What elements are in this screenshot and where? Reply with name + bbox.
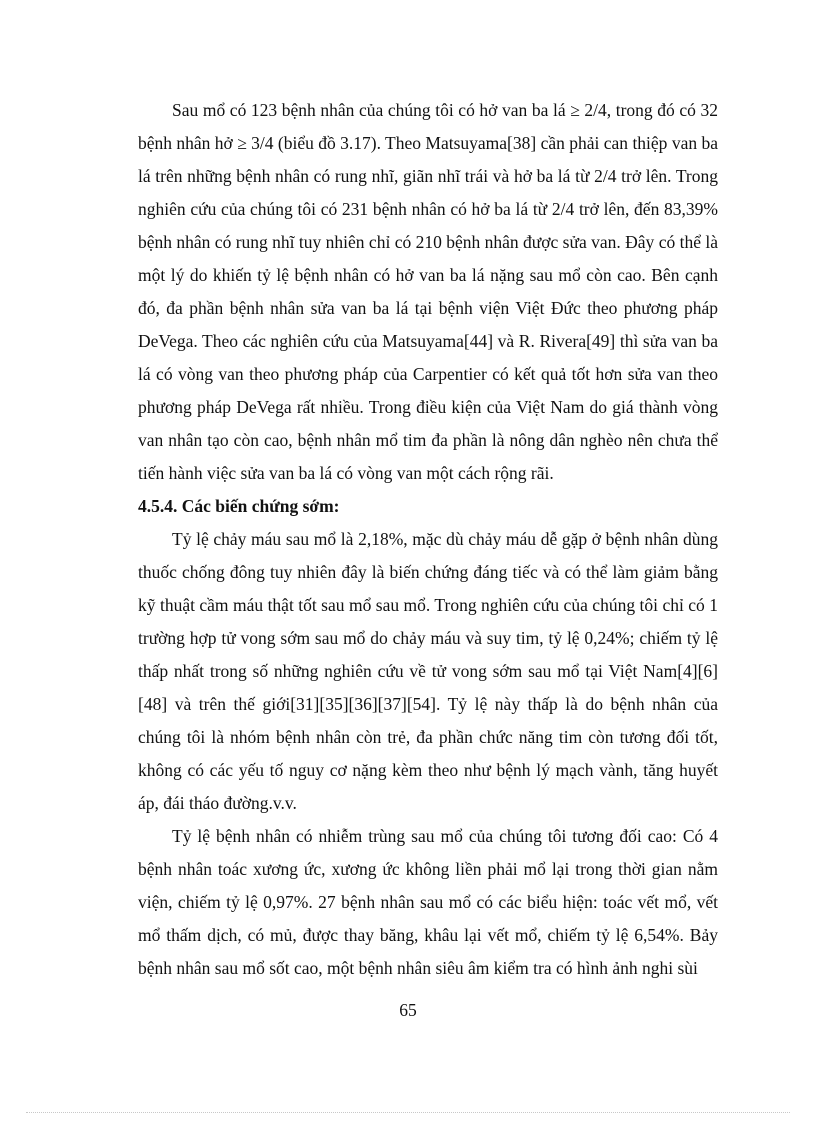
paragraph-tricuspid-repair: Sau mổ có 123 bệnh nhân của chúng tôi có hở van ba lá ≥ 2/4, trong đó có 32 bệnh nhân hở ≥ 3/4 (biểu đồ 3.17). Theo Matsuyama[38] cần phải can thiệp van ba lá trên những bệnh nhân có rung nhĩ, giãn nhĩ trái và hở ba lá từ 2/4 trở lên. Trong nghiên cứu của chúng tôi có 231 bệnh nhân có hở ba lá từ 2/4 trở lên, đến 83,39% bệnh nhân có rung nhĩ tuy nhiên chỉ có 210 bệnh nhân được sửa van. Đây có thể là một lý do khiến tỷ lệ bệnh nhân có hở van ba lá nặng sau mổ còn cao. Bên cạnh đó, đa phần bệnh nhân sửa van ba lá tại bệnh viện Việt Đức theo phương pháp DeVega. Theo các nghiên cứu của Matsuyama[44] và R. Rivera[49] thì sửa van ba lá có vòng van theo phương pháp của Carpentier có kết quả tốt hơn sửa van theo phương pháp DeVega rất nhiều. Trong điều kiện của Việt Nam do giá thành vòng van nhân tạo còn cao, bệnh nhân mổ tim đa phần là nông dân nghèo nên chưa thể tiến hành việc sửa van ba lá có vòng van một cách rộng rãi.	[138, 100, 718, 483]
page-bottom-divider	[26, 1112, 790, 1113]
page-number: 65	[399, 1000, 417, 1020]
paragraph-bleeding: Tỷ lệ chảy máu sau mổ là 2,18%, mặc dù chảy máu dễ gặp ở bệnh nhân dùng thuốc chống đông tuy nhiên đây là biến chứng đáng tiếc và có thể làm giảm bằng kỹ thuật cầm máu thật tốt sau mổ sau mổ. Trong nghiên cứu của chúng tôi chỉ có 1 trường hợp tử vong sớm sau mổ do chảy máu và suy tim, tỷ lệ 0,24%; chiếm tỷ lệ thấp nhất trong số những nghiên cứu về tử vong sớm sau mổ tại Việt Nam[4][6][48] và trên thế giới[31][35][36][37][54]. Tỷ lệ này thấp là do bệnh nhân của chúng tôi là nhóm bệnh nhân còn trẻ, đa phần chức năng tim còn tương đối tốt, không có các yếu tố nguy cơ nặng kèm theo như bệnh lý mạch vành, tăng huyết áp, đái tháo đường.v.v.	[138, 529, 718, 813]
section-heading: 4.5.4. Các biến chứng sớm:	[138, 496, 340, 516]
paragraph-infection: Tỷ lệ bệnh nhân có nhiễm trùng sau mổ của chúng tôi tương đối cao: Có 4 bệnh nhân toác xương ức, xương ức không liền phải mổ lại trong thời gian nằm viện, chiếm tỷ lệ 0,97%. 27 bệnh nhân sau mổ có các biểu hiện: toác vết mổ, vết mổ thấm dịch, có mủ, được thay băng, khâu lại vết mổ, chiếm tỷ lệ 6,54%. Bảy bệnh nhân sau mổ sốt cao, một bệnh nhân siêu âm kiểm tra có hình ảnh nghi sùi	[138, 826, 718, 978]
page-content	[138, 94, 718, 985]
